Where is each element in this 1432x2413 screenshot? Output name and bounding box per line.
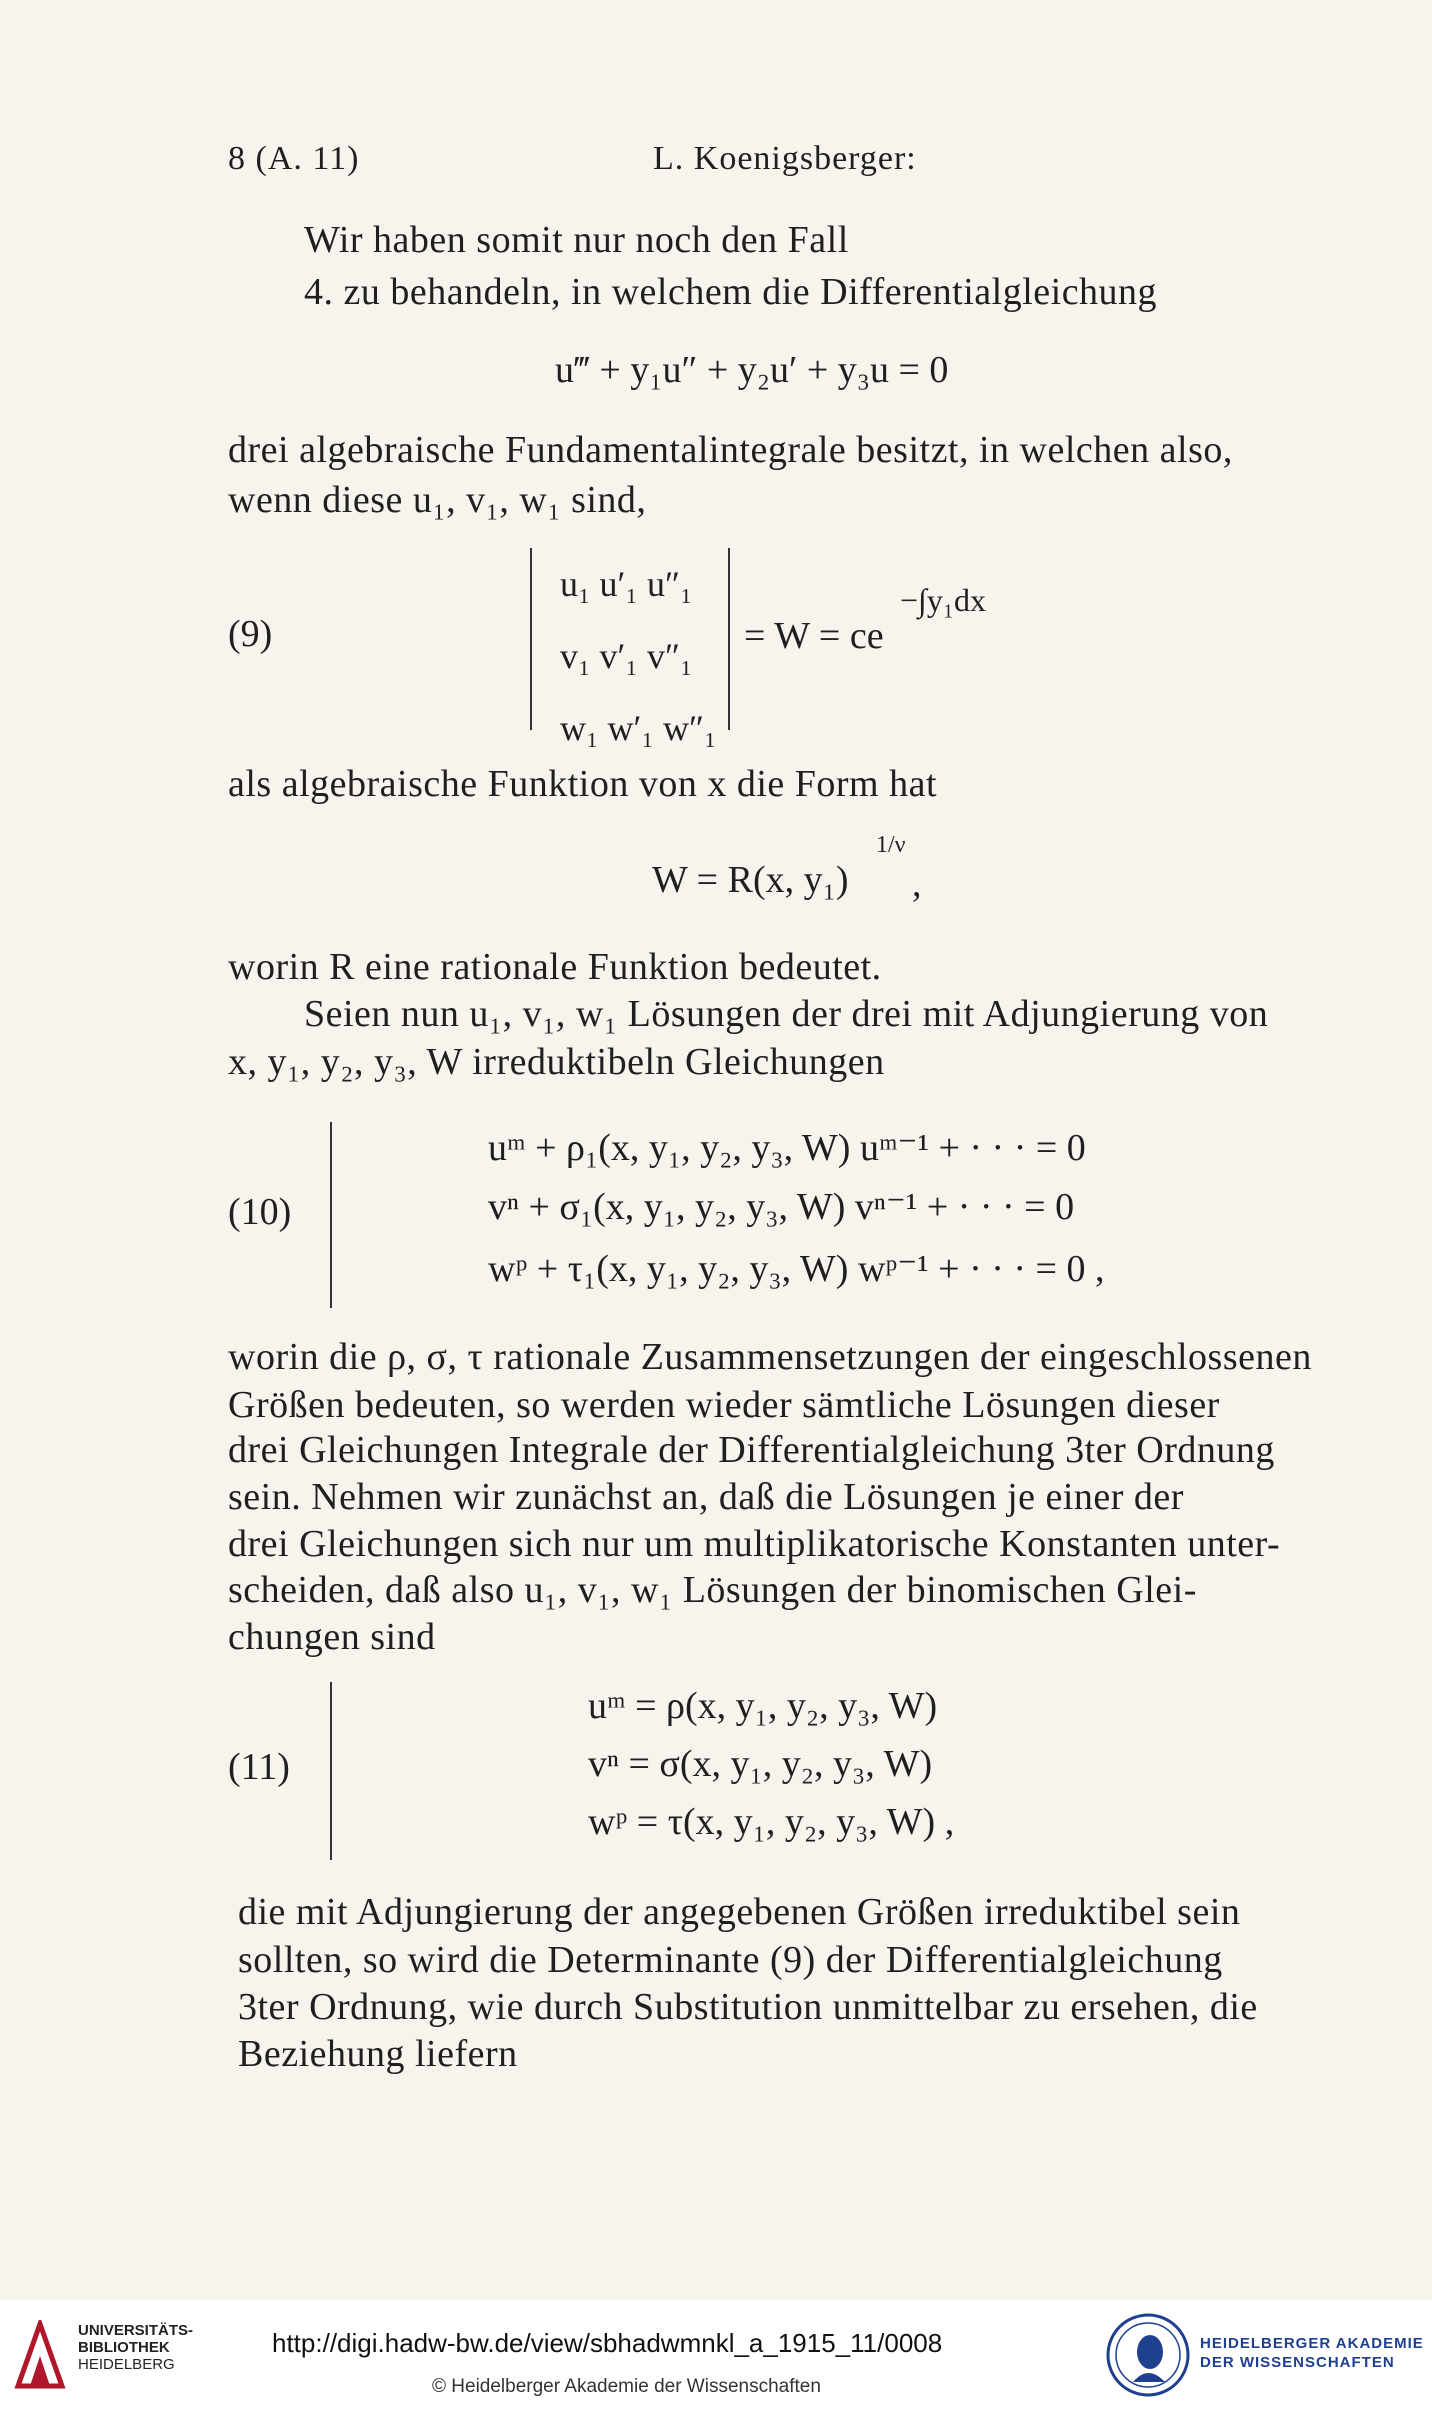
text-line: drei Gleichungen Integrale der Differentialgleichung 3ter Ordnung [228, 1429, 1275, 1471]
equation-10-row: wᵖ + τ₁(x, y₁, y₂, y₃, W) wᵖ⁻¹ + · · · = 0 , [488, 1248, 1105, 1290]
permalink[interactable]: http://digi.hadw-bw.de/view/sbhadwmnkl_a_1915_11/0008 [272, 2328, 943, 2358]
copyright-notice: © Heidelberger Akademie der Wissenschaften [432, 2376, 821, 2397]
university-library-logo-icon [14, 2320, 66, 2390]
equation-number-9: (9) [228, 613, 273, 655]
text-line: sollten, so wird die Determinante (9) der Differentialgleichung [238, 1939, 1223, 1981]
text-line: sein. Nehmen wir zunächst an, daß die Lösungen je einer der [228, 1476, 1184, 1518]
university-library-name: UNIVERSITÄTS- BIBLIOTHEK HEIDELBERG [78, 2322, 194, 2373]
determinant-bar-left [530, 548, 532, 730]
brace-11 [330, 1682, 342, 1860]
equation-11-row: uᵐ = ρ(x, y₁, y₂, y₃, W) [588, 1685, 938, 1727]
running-author: L. Koenigsberger: [653, 140, 917, 177]
equation-11-row: wᵖ = τ(x, y₁, y₂, y₃, W) , [588, 1801, 955, 1843]
text-line: wenn diese u₁, v₁, w₁ sind, [228, 479, 647, 521]
equation-main: u‴ + y₁u″ + y₂u′ + y₃u = 0 [555, 349, 949, 391]
equation-11-row: vⁿ = σ(x, y₁, y₂, y₃, W) [588, 1743, 933, 1785]
matrix-row: u₁ u′₁ u″₁ [560, 564, 693, 604]
text-line: x, y₁, y₂, y₃, W irreduktibeln Gleichungen [228, 1041, 885, 1083]
text-line: chungen sind [228, 1616, 436, 1658]
equation-number-10: (10) [228, 1191, 292, 1233]
equation-9-rhs: = W = ce [744, 615, 884, 657]
equation-9-exponent: −∫y₁dx [900, 582, 986, 618]
academy-name: HEIDELBERGER AKADEMIE DER WISSENSCHAFTEN [1200, 2335, 1424, 2371]
determinant-matrix [560, 548, 717, 764]
equation-W-exponent: 1/ν [876, 832, 906, 858]
text-line: Seien nun u₁, v₁, w₁ Lösungen der drei mit Adjungierung von [304, 993, 1269, 1035]
brace-10 [330, 1122, 342, 1308]
text-line: als algebraische Funktion von x die Form hat [228, 763, 938, 805]
text-line: drei algebraische Fundamentalintegrale besitzt, in welchen also, [228, 429, 1233, 471]
equation-number-11: (11) [228, 1746, 290, 1788]
text-line: scheiden, daß also u₁, v₁, w₁ Lösungen der binomischen Glei- [228, 1569, 1197, 1611]
matrix-row: v₁ v′₁ v″₁ [560, 636, 693, 676]
equation-W: W = R(x, y₁) [652, 859, 849, 901]
equation-W-comma: , [912, 863, 922, 905]
page-number: 8 (A. 11) [228, 140, 360, 177]
text-line: Wir haben somit nur noch den Fall [304, 219, 849, 261]
equation-10-row: vⁿ + σ₁(x, y₁, y₂, y₃, W) vⁿ⁻¹ + · · · = 0 [488, 1186, 1075, 1228]
text-line: worin die ρ, σ, τ rationale Zusammensetzungen der eingeschlossenen [228, 1336, 1312, 1378]
academy-seal-logo-icon [1105, 2312, 1191, 2398]
text-line: Größen bedeuten, so werden wieder sämtliche Lösungen dieser [228, 1384, 1220, 1426]
equation-10-row: uᵐ + ρ₁(x, y₁, y₂, y₃, W) uᵐ⁻¹ + · · · = 0 [488, 1127, 1086, 1169]
text-line: Beziehung liefern [238, 2033, 518, 2075]
determinant-bar-right [728, 548, 730, 730]
text-line: drei Gleichungen sich nur um multiplikatorische Konstanten unter- [228, 1523, 1281, 1565]
text-line: 3ter Ordnung, wie durch Substitution unmittelbar zu ersehen, die [238, 1986, 1258, 2028]
text-line: worin R eine rationale Funktion bedeutet. [228, 946, 882, 988]
text-line: die mit Adjungierung der angegebenen Größen irreduktibel sein [238, 1891, 1241, 1933]
footer-bar [0, 2300, 1432, 2413]
matrix-row: w₁ w′₁ w″₁ [560, 708, 717, 748]
text-line: 4. zu behandeln, in welchem die Differentialgleichung [304, 271, 1158, 313]
